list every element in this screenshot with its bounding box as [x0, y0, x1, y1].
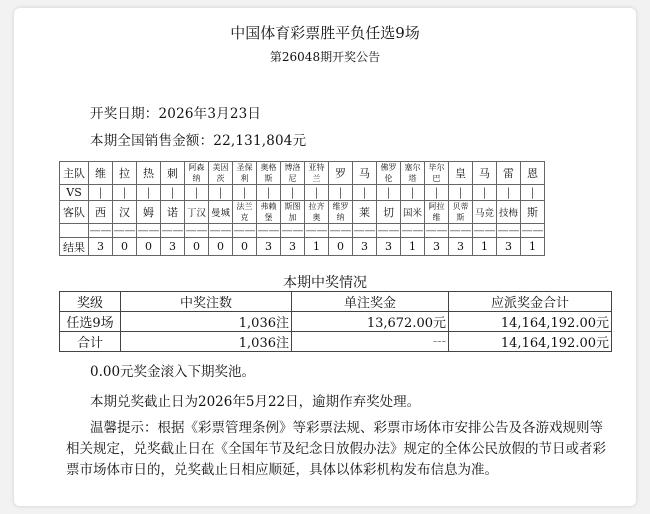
vs-divider: |: [449, 185, 473, 201]
dash-divider: ——: [305, 224, 328, 237]
sales-amount: 本期全国销售金额：22,131,804元: [90, 133, 307, 149]
home-team: 罗: [329, 162, 353, 185]
dash-divider: ——: [113, 224, 136, 237]
dash-divider: ——: [137, 224, 160, 237]
dash-divider: ——: [257, 224, 280, 237]
prize-level-cell: 合计: [60, 332, 121, 352]
vs-divider: |: [257, 185, 281, 201]
announcement-page: [14, 8, 636, 506]
away-team: 斯图加: [281, 201, 305, 224]
row-label: 客队: [60, 201, 89, 224]
table-row: [60, 162, 545, 185]
home-team: 圣保利: [233, 162, 257, 185]
prize-level-cell: 任选9场: [60, 312, 121, 332]
match-result: 0: [329, 238, 353, 256]
match-result: 3: [161, 238, 185, 256]
vs-divider: |: [281, 185, 305, 201]
dash-divider: ——: [161, 224, 184, 237]
total-prize-cell: 14,164,192.00元: [449, 312, 612, 332]
dash-divider: ——: [209, 224, 232, 237]
winning-section-title: 本期中奖情况: [283, 275, 367, 291]
dash-divider: ——: [425, 224, 448, 237]
table-row: [60, 332, 612, 352]
table-row: [60, 312, 612, 332]
dash-divider: ——: [329, 224, 352, 237]
away-team: 诺: [161, 201, 185, 224]
away-team: 姆: [137, 201, 161, 224]
home-team: 阿森纳: [185, 162, 209, 185]
away-team: 国米: [401, 201, 425, 224]
issue-subtitle: 第26048期开奖公告: [269, 50, 381, 64]
vs-divider: |: [497, 185, 521, 201]
match-result: 0: [113, 238, 137, 256]
reminder-notice: 温馨提示：根据《彩票管理条例》等彩票法规、彩票市场体市安排公告及各游戏规则等相关规定，兑奖截止日在《全国年节及纪念日放假办法》规定的全体公民放假的节日或者彩票市场体市日的，兑奖截止日相应顺延，具体以体彩机构发布信息为准。: [66, 420, 606, 478]
match-result: 3: [425, 238, 449, 256]
match-result: 3: [89, 238, 113, 256]
dash-divider: ——: [377, 224, 400, 237]
dash-divider: ——: [521, 224, 544, 237]
away-team: 丁汉: [185, 201, 209, 224]
away-team: 曼城: [209, 201, 233, 224]
table-row: [60, 238, 545, 256]
vs-divider: |: [353, 185, 377, 201]
prize-table: [59, 291, 612, 352]
match-result: 0: [137, 238, 161, 256]
row-label: 主队: [60, 162, 89, 185]
away-team: 维罗纳: [329, 201, 353, 224]
home-team: 维: [89, 162, 113, 185]
away-team: 汉: [113, 201, 137, 224]
vs-divider: |: [185, 185, 209, 201]
vs-divider: |: [305, 185, 329, 201]
away-team: 莱: [353, 201, 377, 224]
winner-count-cell: 1,036注: [121, 312, 292, 332]
dash-divider: ——: [353, 224, 376, 237]
table-row: [60, 224, 545, 238]
home-team: 塞尔塔: [401, 162, 425, 185]
vs-divider: |: [233, 185, 257, 201]
draw-results-table: [59, 161, 545, 256]
match-result: 1: [473, 238, 497, 256]
header-prize-level: 奖级: [60, 292, 121, 312]
vs-divider: |: [161, 185, 185, 201]
page-title: 中国体育彩票胜平负任选9场: [230, 24, 420, 42]
vs-divider: |: [329, 185, 353, 201]
dash-divider: ——: [281, 224, 304, 237]
vs-divider: |: [209, 185, 233, 201]
table-row: [60, 185, 545, 201]
home-team: 拉: [113, 162, 137, 185]
rollover-note: 0.00元奖金滚入下期奖池。: [90, 364, 256, 380]
home-team: 佛罗伦: [377, 162, 401, 185]
winner-count-cell: 1,036注: [121, 332, 292, 352]
match-result: 0: [185, 238, 209, 256]
home-team: 毕尔巴: [425, 162, 449, 185]
dash-divider: ——: [497, 224, 520, 237]
home-team: 恩: [521, 162, 545, 185]
total-prize-cell: 14,164,192.00元: [449, 332, 612, 352]
match-result: 3: [257, 238, 281, 256]
match-result: 0: [209, 238, 233, 256]
away-team: 弗赖堡: [257, 201, 281, 224]
vs-divider: |: [401, 185, 425, 201]
row-label: VS: [60, 185, 89, 201]
home-team: 亚特兰: [305, 162, 329, 185]
home-team: 雷: [497, 162, 521, 185]
row-label: [60, 224, 89, 238]
away-team: 法兰克: [233, 201, 257, 224]
away-team: 马竞: [473, 201, 497, 224]
deadline-note: 本期兑奖截止日为2026年5月22日，逾期作弃奖处理。: [90, 394, 421, 410]
away-team: 切: [377, 201, 401, 224]
prize-table-header: [60, 292, 612, 312]
header-unit-prize: 单注奖金: [292, 292, 449, 312]
match-result: 1: [305, 238, 329, 256]
match-result: 3: [281, 238, 305, 256]
home-team: 奥格斯: [257, 162, 281, 185]
dash-divider: ——: [89, 224, 112, 237]
vs-divider: |: [137, 185, 161, 201]
match-result: 0: [233, 238, 257, 256]
away-team: 西: [89, 201, 113, 224]
vs-divider: |: [425, 185, 449, 201]
away-team: 阿拉维: [425, 201, 449, 224]
away-team: 技梅: [497, 201, 521, 224]
dash-divider: ——: [449, 224, 472, 237]
vs-divider: |: [113, 185, 137, 201]
vs-divider: |: [521, 185, 545, 201]
away-team: 斯: [521, 201, 545, 224]
match-result: 3: [497, 238, 521, 256]
home-team: 马: [473, 162, 497, 185]
match-result: 3: [353, 238, 377, 256]
match-result: 1: [401, 238, 425, 256]
home-team: 刺: [161, 162, 185, 185]
home-team: 马: [353, 162, 377, 185]
match-result: 1: [521, 238, 545, 256]
home-team: 博洛尼: [281, 162, 305, 185]
home-team: 美因茨: [209, 162, 233, 185]
dash-divider: ——: [473, 224, 496, 237]
vs-divider: |: [473, 185, 497, 201]
header-winner-count: 中奖注数: [121, 292, 292, 312]
home-team: 热: [137, 162, 161, 185]
vs-divider: |: [89, 185, 113, 201]
draw-date: 开奖日期：2026年3月23日: [90, 106, 262, 122]
match-result: 3: [377, 238, 401, 256]
vs-divider: |: [377, 185, 401, 201]
match-result: 3: [449, 238, 473, 256]
away-team: 拉齐奥: [305, 201, 329, 224]
away-team: 贝蒂斯: [449, 201, 473, 224]
unit-prize-cell: ---: [292, 332, 449, 352]
unit-prize-cell: 13,672.00元: [292, 312, 449, 332]
dash-divider: ——: [185, 224, 208, 237]
dash-divider: ——: [401, 224, 424, 237]
header-total-prize: 应派奖金合计: [449, 292, 612, 312]
table-row: [60, 201, 545, 224]
home-team: 皇: [449, 162, 473, 185]
dash-divider: ——: [233, 224, 256, 237]
row-label: 结果: [60, 238, 89, 256]
